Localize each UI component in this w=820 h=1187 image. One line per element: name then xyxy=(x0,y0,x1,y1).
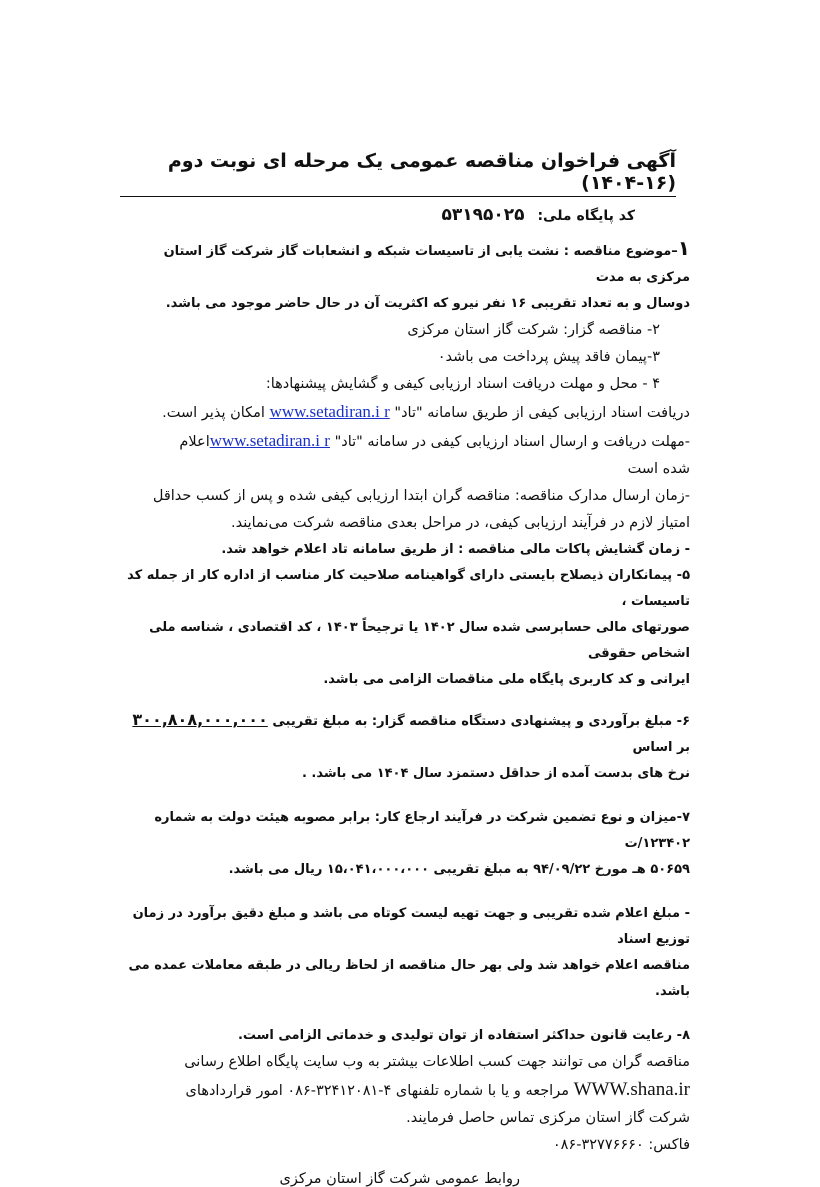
item-3: ۳-پیمان فاقد پیش پرداخت می باشد٠ xyxy=(437,349,660,365)
item-8-line-c xyxy=(120,1076,690,1105)
item-4-line-1-b: امکان پذیر است. xyxy=(162,405,265,421)
national-code-row xyxy=(120,205,690,225)
item-4-line-2-a: -مهلت دریافت و ارسال اسناد ارزیابی کیفی در سامانه "تاد" xyxy=(334,434,690,450)
item-1-text-a: –موضوع مناقصه : نشت یابی از تاسیسات شبکه و انشعابات گاز شرکت گاز استان مرکزی به مدت xyxy=(163,244,690,285)
spacer xyxy=(120,1005,690,1023)
item-4-line-3-b: امتیاز لازم در فرآیند ارزیابی کیفی، در مراحل بعدی مناقصه شرکت می‌نمایند. xyxy=(231,515,690,531)
fax-line: فاکس: ۳۲۷۷۶۶۶۰-۰۸۶ xyxy=(552,1137,690,1153)
item-8-line-d: شرکت گاز استان مرکزی تماس حاصل فرمایند. xyxy=(406,1110,690,1126)
item-5-line-c: ایرانی و کد کاربری پایگاه ملی مناقصات الزامی می باشد. xyxy=(323,672,690,687)
shana-website[interactable]: WWW.shana.ir xyxy=(573,1079,690,1100)
item-5-line-b: صورتهای مالی حسابرسی شده سال ۱۴۰۲ یا ترجیحاً ۱۴۰۳ ، کد اقتصادی ، شناسه ملی اشخاص حقوقی xyxy=(149,620,690,661)
item-1-line-a xyxy=(120,235,690,291)
national-code-value: ۵۳۱۹۵۰۲۵ xyxy=(441,205,525,225)
item-8-line-b: مناقصه گران می توانند جهت کسب اطلاعات بیشتر به وب سایت پایگاه اطلاع رسانی xyxy=(184,1054,690,1070)
item-6-line-a xyxy=(120,707,690,761)
item-6-text-a-end: بر اساس xyxy=(632,740,690,755)
item-7-line-b: ۵۰۶۵۹ هـ مورخ ۹۴/۰۹/۲۲ به مبلغ تقریبی ۱۵،۰۴۱،۰۰۰،۰۰۰ ریال می باشد. xyxy=(228,862,690,877)
setadiran-link-1[interactable]: www.setadiran.i r xyxy=(269,402,390,421)
title-row xyxy=(120,150,690,197)
item-8-text-c: مراجعه و یا با شماره تلفنهای ۴-۳۲۴۱۲۰۸۱-۰۸۶ امور قراردادهای xyxy=(185,1083,569,1099)
item-4-line-2 xyxy=(120,427,690,456)
item-1-line-b: دوسال و به تعداد تقریبی ۱۶ نفر نیرو که اکثریت آن در حال حاضر موجود می باشد. xyxy=(165,296,690,311)
signature: روابط عمومی شرکت گاز استان مرکزی xyxy=(279,1171,520,1187)
item-4-heading: ۴ - محل و مهلت دریافت اسناد ارزیابی کیفی و گشایش پیشنهادها: xyxy=(265,376,660,392)
spacer xyxy=(120,693,690,707)
national-code-label: کد پایگاه ملی: xyxy=(537,208,635,224)
item-4-line-2-b: اعلام xyxy=(179,434,210,450)
item-1-number: ۱ xyxy=(677,236,690,260)
item-6-text-a: ۶- مبلغ برآوردی و پیشنهادی دستگاه مناقصه گزار: به مبلغ تقریبی xyxy=(272,714,690,729)
item-6-line-b: نرخ های بدست آمده از حداقل دستمزد سال ۱۴۰۴ می باشد. . xyxy=(301,766,690,781)
notice-title: آگهی فراخوان مناقصه عمومی یک مرحله ای نوبت دوم (۱۶-۱۴۰۴) xyxy=(120,150,676,197)
item-4-line-4: - زمان گشایش پاکات مالی مناقصه : از طریق سامانه تاد اعلام خواهد شد. xyxy=(221,542,690,557)
item-8-line-a: ۸- رعایت قانون حداکثر استفاده از توان تولیدی و خدماتی الزامی است. xyxy=(237,1028,690,1043)
note-line-a: - مبلغ اعلام شده تقریبی و جهت تهیه لیست کوتاه می باشد و مبلغ دقیق برآورد در زمان توزیع اسناد xyxy=(132,906,690,947)
item-7-line-a: ۷-میزان و نوع تضمین شرکت در فرآیند ارجاع کار: برابر مصوبه هیئت دولت به شماره ۱۲۳۴۰۲/ت xyxy=(154,810,690,851)
note-line-b: مناقصه اعلام خواهد شد ولی بهر حال مناقصه از لحاظ ریالی در طبقه معاملات عمده می باشد. xyxy=(128,958,690,999)
estimated-amount: ۳۰۰,۸۰۸,۰۰۰,۰۰۰ xyxy=(132,710,268,729)
setadiran-link-2[interactable]: www.setadiran.i r xyxy=(209,431,330,450)
item-4-line-3-a: -زمان ارسال مدارک مناقصه: مناقصه گران ابتدا ارزیابی کیفی شده و پس از کسب حداقل xyxy=(152,488,690,504)
item-4-line-1 xyxy=(120,398,690,427)
spacer xyxy=(120,883,690,901)
item-2: ۲- مناقصه گزار: شرکت گاز استان مرکزی xyxy=(407,322,660,338)
item-5-line-a: ۵- پیمانکاران ذیصلاح بایستی دارای گواهینامه صلاحیت کار مناسب از اداره کار از جمله کد تاسیسات ، xyxy=(127,568,690,609)
spacer xyxy=(120,787,690,805)
tender-notice xyxy=(120,150,690,1187)
item-4-line-2-c: شده است xyxy=(627,461,690,477)
item-4-line-1-a: دریافت اسناد ارزیابی کیفی از طریق سامانه "تاد" xyxy=(394,405,690,421)
